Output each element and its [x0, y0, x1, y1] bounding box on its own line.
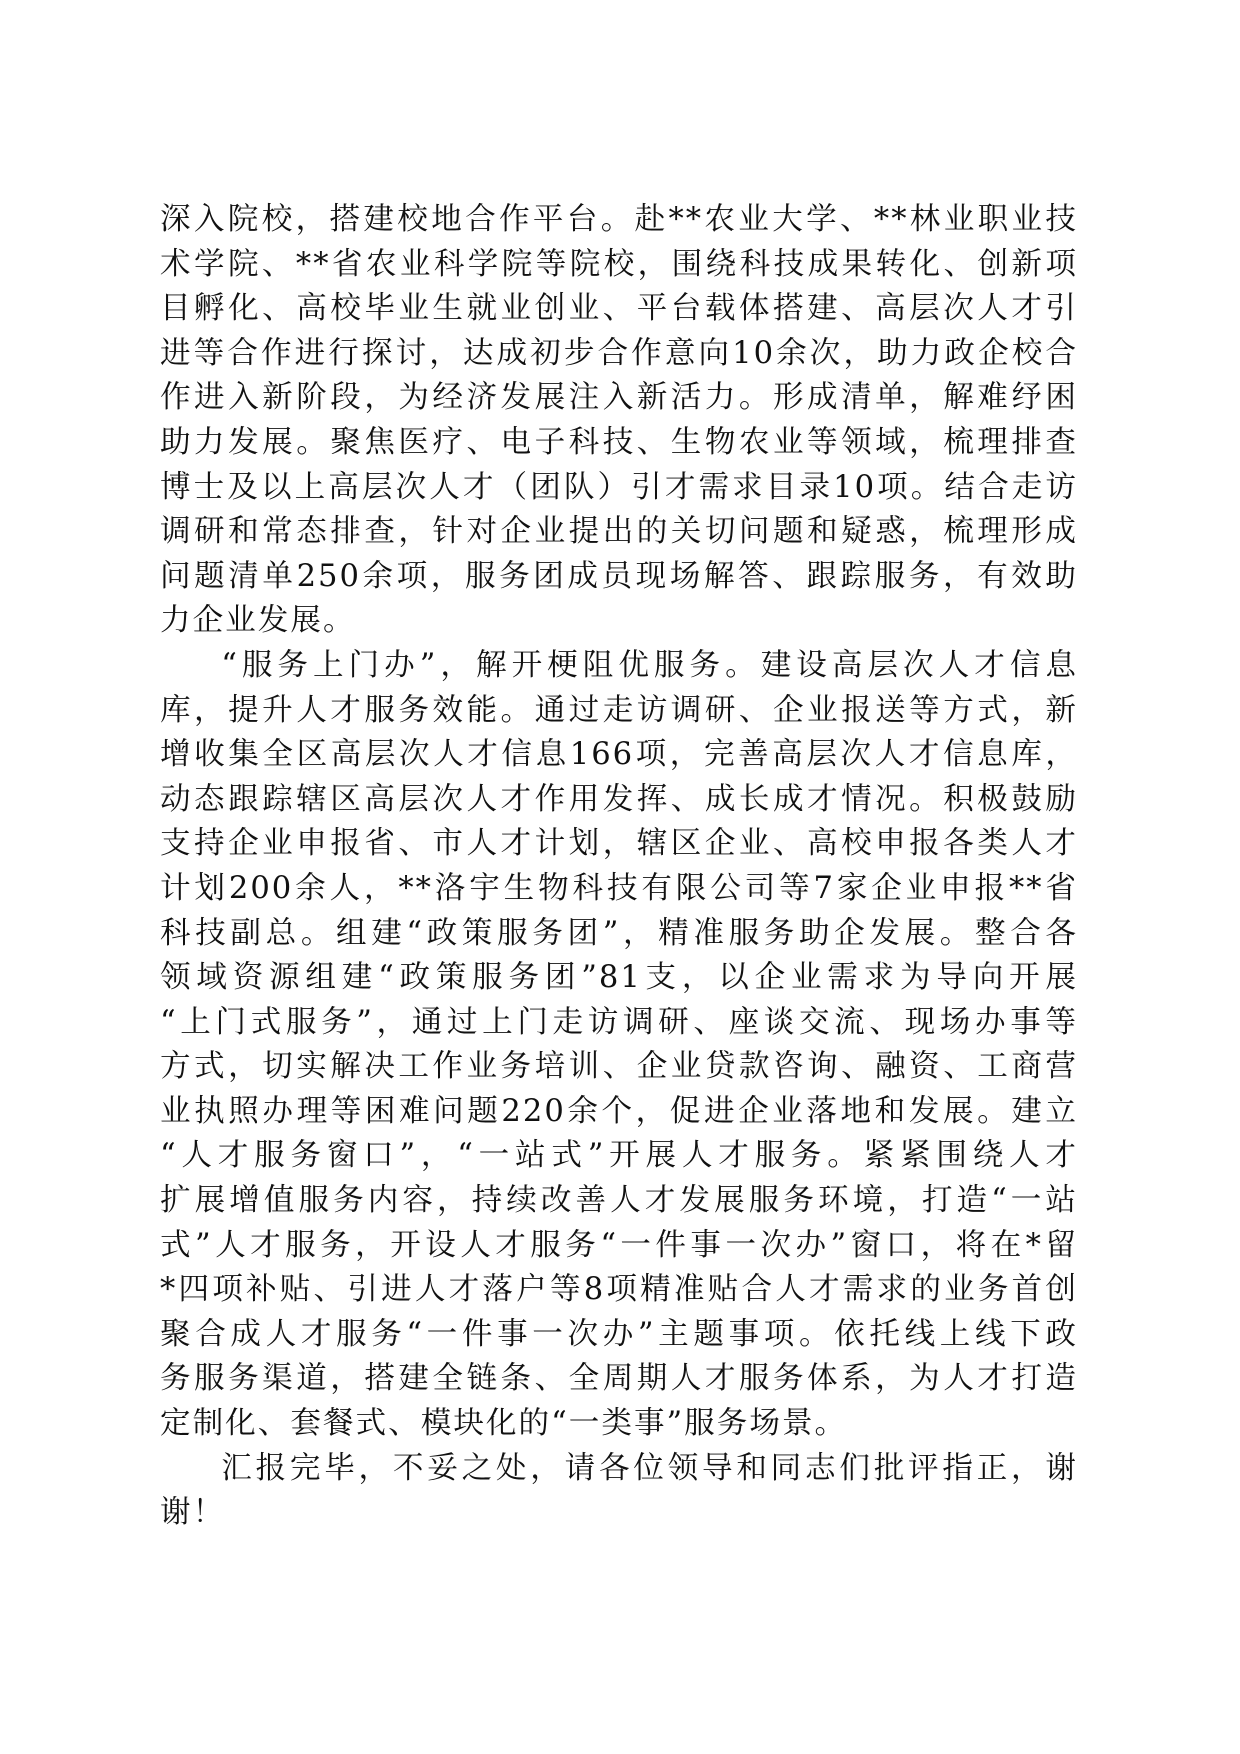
text-line: 科技副总。组建“政策服务团”，精准服务助企发展。整合各 [160, 915, 1078, 951]
text-line: 作进入新阶段，为经济发展注入新活力。形成清单，解难纾困 [160, 380, 1078, 416]
text-line: “上门式服务”，通过上门走访调研、座谈交流、现场办事等 [160, 1004, 1078, 1040]
text-line: “人才服务窗口”，“一站式”开展人才服务。紧紧围绕人才 [160, 1138, 1078, 1174]
text-line: 深入院校，搭建校地合作平台。赴**农业大学、**林业职业技 [160, 202, 1078, 237]
text-line: 助力发展。聚焦医疗、电子科技、生物农业等领域，梳理排查 [160, 424, 1078, 460]
paragraph-2 [160, 644, 1078, 1447]
text-line: 目孵化、高校毕业生就业创业、平台载体搭建、高层次人才引 [160, 291, 1078, 327]
text-line: 计划200余人，**洛宇生物科技有限公司等7家企业申报**省 [160, 870, 1078, 906]
text-line: “服务上门办”，解开梗阻优服务。建设高层次人才信息 [221, 647, 1078, 683]
text-line: 术学院、**省农业科学院等院校，围绕科技成果转化、创新项 [160, 246, 1078, 282]
paragraph-1 [160, 198, 1078, 644]
text-line: 支持企业申报省、市人才计划，辖区企业、高校申报各类人才 [160, 826, 1078, 862]
text-line: 方式，切实解决工作业务培训、企业贷款咨询、融资、工商营 [160, 1049, 1078, 1085]
text-line: 式”人才服务，开设人才服务“一件事一次办”窗口，将在*留 [160, 1227, 1078, 1263]
text-line: 调研和常态排查，针对企业提出的关切问题和疑惑，梳理形成 [160, 514, 1078, 550]
text-line: 聚合成人才服务“一件事一次办”主题事项。依托线上线下政 [160, 1316, 1078, 1352]
text-line: *四项补贴、引进人才落户等8项精准贴合人才需求的业务首创 [160, 1272, 1078, 1308]
text-line: 谢！ [160, 1495, 226, 1531]
text-line: 领域资源组建“政策服务团”81支，以企业需求为导向开展 [160, 960, 1078, 996]
text-line: 动态跟踪辖区高层次人才作用发挥、成长成才情况。积极鼓励 [160, 781, 1078, 817]
text-line: 务服务渠道，搭建全链条、全周期人才服务体系，为人才打造 [160, 1361, 1078, 1397]
text-line: 汇报完毕，不妥之处，请各位领导和同志们批评指正，谢 [221, 1450, 1078, 1486]
text-line: 扩展增值服务内容，持续改善人才发展服务环境，打造“一站 [160, 1183, 1078, 1219]
text-line: 博士及以上高层次人才（团队）引才需求目录10项。结合走访 [160, 469, 1078, 505]
text-line: 力企业发展。 [160, 603, 356, 639]
text-line: 库，提升人才服务效能。通过走访调研、企业报送等方式，新 [160, 692, 1078, 728]
text-line: 定制化、套餐式、模块化的“一类事”服务场景。 [160, 1406, 848, 1442]
text-line: 业执照办理等困难问题220余个，促进企业落地和发展。建立 [160, 1093, 1078, 1129]
text-line: 进等合作进行探讨，达成初步合作意向10余次，助力政企校合 [160, 335, 1078, 371]
document-body [160, 198, 1078, 1536]
text-line: 问题清单250余项，服务团成员现场解答、跟踪服务，有效助 [160, 558, 1078, 594]
text-line: 增收集全区高层次人才信息166项，完善高层次人才信息库， [160, 737, 1078, 773]
paragraph-3 [160, 1447, 1078, 1536]
